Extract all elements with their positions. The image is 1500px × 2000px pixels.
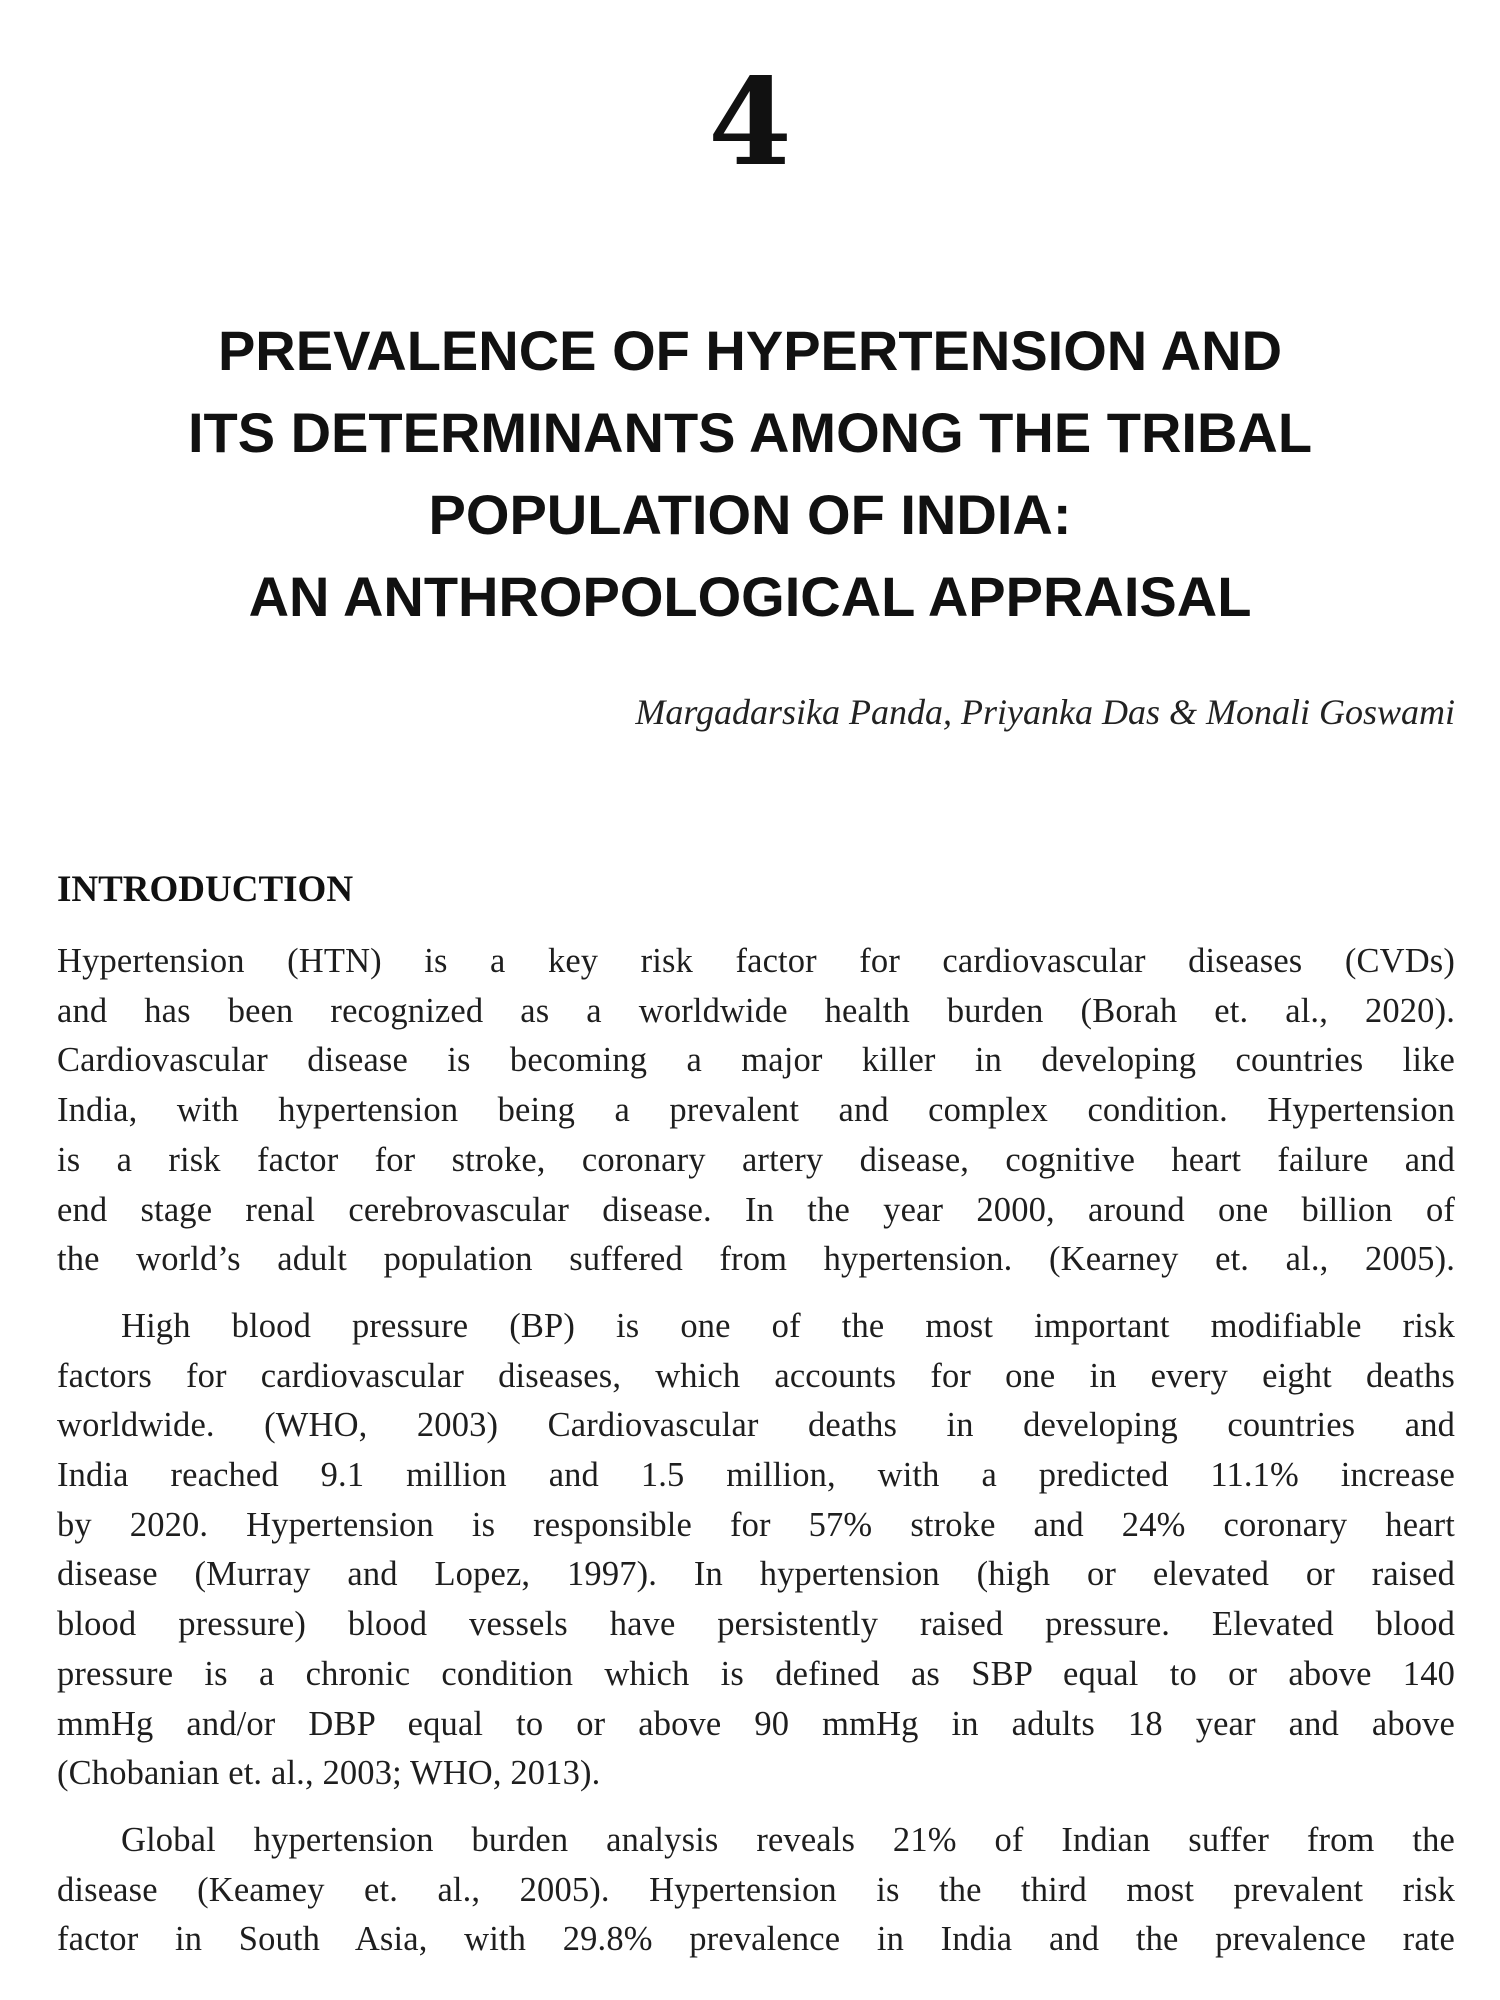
chapter-title-line: PREVALENCE OF HYPERTENSION AND <box>217 319 1283 382</box>
text-line: disease (Murray and Lopez, 1997). In hypertension (high or elevated or raised <box>57 1555 1455 1594</box>
paragraph-3 <box>57 1816 1455 1965</box>
text-line: factor in South Asia, with 29.8% prevalence in India and the prevalence rate <box>57 1920 1455 1959</box>
text-line: end stage renal cerebrovascular disease. In the year 2000, around one billion of <box>57 1190 1455 1229</box>
text-line: pressure is a chronic condition which is defined as SBP equal to or above 140 <box>57 1654 1455 1693</box>
text-line: Cardiovascular disease is becoming a major killer in developing countries like <box>57 1041 1455 1080</box>
chapter-title-line: POPULATION OF INDIA: <box>428 483 1072 546</box>
text-line: and has been recognized as a worldwide health burden (Borah et. al., 2020). <box>57 991 1455 1030</box>
body-text <box>57 937 1455 1965</box>
text-line: worldwide. (WHO, 2003) Cardiovascular deaths in developing countries and <box>57 1406 1455 1445</box>
text-line: (Chobanian et. al., 2003; WHO, 2013). <box>57 1754 601 1793</box>
text-line: blood pressure) blood vessels have persistently raised pressure. Elevated blood <box>57 1605 1455 1644</box>
paragraph-2 <box>57 1302 1455 1799</box>
text-line: factors for cardiovascular diseases, which accounts for one in every eight deaths <box>57 1356 1455 1395</box>
chapter-title <box>100 310 1400 638</box>
text-line: India reached 9.1 million and 1.5 million, with a predicted 11.1% increase <box>57 1456 1455 1495</box>
text-line: the world’s adult population suffered from hypertension. (Kearney et. al., 2005). <box>57 1240 1455 1279</box>
text-line: Hypertension (HTN) is a key risk factor for cardiovascular diseases (CVDs) <box>57 942 1455 980</box>
text-line: is a risk factor for stroke, coronary artery disease, cognitive heart failure and <box>57 1140 1455 1179</box>
chapter-number: 4 <box>708 52 792 193</box>
text-line: High blood pressure (BP) is one of the most important modifiable risk <box>121 1306 1455 1345</box>
chapter-authors: Margadarsika Panda, Priyanka Das & Monali Goswami <box>635 692 1455 732</box>
text-line: India, with hypertension being a prevalent and complex condition. Hypertension <box>57 1091 1455 1130</box>
text-line: Global hypertension burden analysis reveals 21% of Indian suffer from the <box>121 1820 1455 1859</box>
text-line: by 2020. Hypertension is responsible for 57% stroke and 24% coronary heart <box>57 1505 1455 1544</box>
section-heading: INTRODUCTION <box>57 869 354 910</box>
paragraph-1 <box>57 937 1455 1285</box>
text-line: disease (Keamey et. al., 2005). Hypertension is the third most prevalent risk <box>57 1870 1455 1909</box>
text-line: mmHg and/or DBP equal to or above 90 mmHg in adults 18 year and above <box>57 1704 1455 1743</box>
chapter-title-line: ITS DETERMINANTS AMONG THE TRIBAL <box>187 401 1313 464</box>
chapter-title-line: AN ANTHROPOLOGICAL APPRAISAL <box>248 565 1252 628</box>
